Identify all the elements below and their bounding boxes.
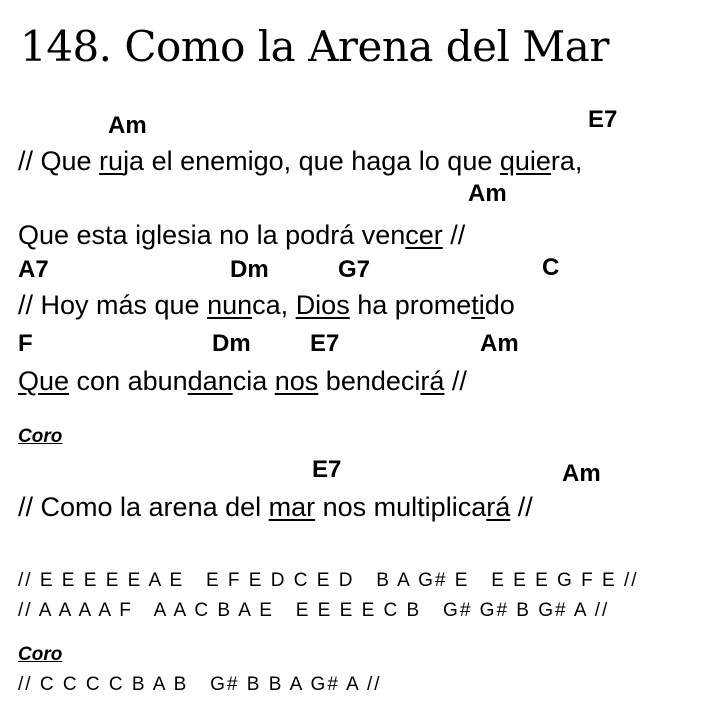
chord-e7: E7 — [312, 456, 342, 483]
chorus-line: // Como la arena del mar nos multiplicará // — [18, 492, 533, 522]
chord-dm: Dm — [230, 256, 269, 283]
section-label-coro: Coro — [18, 426, 63, 447]
page-title: 148. Como la Arena del Mar — [20, 22, 609, 71]
lyric-line-3: // Hoy más que nunca, Dios ha prometido — [18, 290, 515, 320]
chord-e7: E7 — [588, 106, 618, 133]
notes-line-1: // E E E E E A E E F E D C E D B A G# E E E E G F E // — [18, 570, 639, 591]
chord-dm: Dm — [212, 330, 251, 357]
chord-am: Am — [562, 460, 601, 487]
lyric-line-2: Que esta iglesia no la podrá vencer // — [18, 220, 466, 250]
lyric-line-1: // Que ruja el enemigo, que haga lo que quiera, — [18, 146, 583, 176]
chord-g7: G7 — [338, 256, 371, 283]
chord-e7: E7 — [310, 330, 340, 357]
chord-am: Am — [468, 180, 507, 207]
lyric-line-4: Que con abundancia nos bendecirá // — [18, 366, 467, 396]
chord-f: F — [18, 330, 33, 357]
chord-am: Am — [480, 330, 519, 357]
chord-c: C — [542, 254, 560, 281]
section-label-coro-notes: Coro — [18, 644, 63, 665]
notes-line-2: // A A A A F A A C B A E E E E E C B G# G# B G# A // — [18, 600, 610, 621]
chord-am: Am — [108, 112, 147, 139]
chord-a7: A7 — [18, 256, 49, 283]
notes-line-3: // C C C C B A B G# B B A G# A // — [18, 674, 382, 695]
